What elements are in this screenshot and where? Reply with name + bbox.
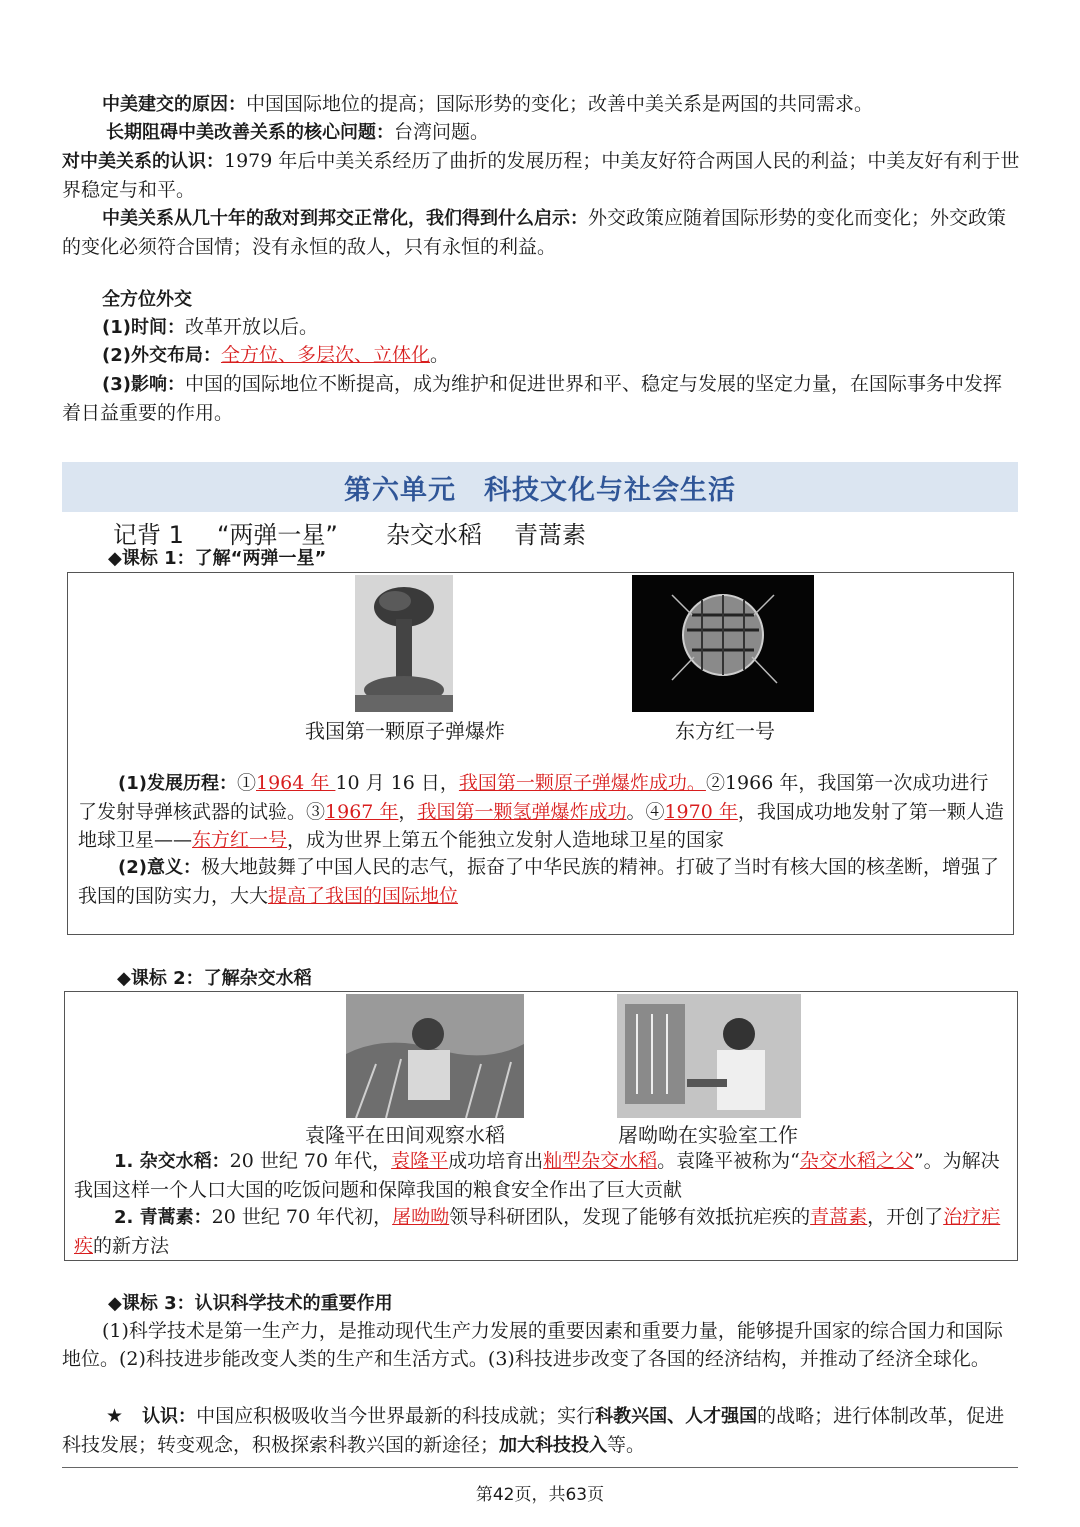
omni-impact: (3)影响：中国的国际地位不断提高，成为维护和促进世界和平、稳定与发展的坚定力量，在国际事务中发挥着日益重要的作用。 [62, 373, 1002, 424]
unit-banner [62, 462, 1018, 512]
memo-item-2: 杂交水稻 [386, 521, 482, 549]
yuan-longping-photo [346, 994, 524, 1118]
star-icon: ★ [106, 1405, 124, 1427]
page-number: 第42页，共63页 [475, 1485, 605, 1505]
kb2-hybrid-rice: 1. 杂交水稻：20 世纪 70 年代，袁隆平成功培育出籼型杂交水稻。袁隆平被称为“杂交水稻之父”。为解决我国这样一个人口大国的吃饭问题和保障我国的粮食安全作出了巨大贡献 [74, 1150, 1000, 1201]
footer-divider [62, 1467, 1018, 1468]
kb1-development: (1)发展历程：①1964 年 10 月 16 日，我国第一颗原子弹爆炸成功。②1966 年，我国第一次成功进行了发射导弹核武器的试验。③1967 年，我国第一颗氢弹爆炸成功。④1970 年，我国成功地发射了第一颗人造地球卫星——东方红一号，成为世界上第五个能独立发射人造地球卫星的国家 [78, 772, 1004, 851]
kb3-heading: ◆课标 3：认识科学技术的重要作用 [108, 1293, 393, 1314]
kb3-view: ★ 认识：中国应积极吸收当今世界最新的科技成就；实行科教兴国、人才强国的战略；进行体制改革，促进科技发展；转变观念，积极探索科教兴国的新途径；加大科技投入等。 [62, 1405, 1005, 1456]
kb1-significance: (2)意义：极大地鼓舞了中国人民的志气，振奋了中华民族的精神。打破了当时有核大国的核垄断，增强了我国的国防实力，大大提高了我国的国际地位 [78, 856, 999, 907]
unit-title: 第六单元 科技文化与社会生活 [344, 474, 736, 506]
kb1-heading: ◆课标 1：了解“两弹一星” [108, 548, 327, 569]
paragraph-lessons: 中美关系从几十年的敌对到邦交正常化，我们得到什么启示：外交政策应随着国际形势的变化而变化；外交政策的变化必须符合国情；没有永恒的敌人，只有永恒的利益。 [62, 207, 1007, 258]
omni-time: (1)时间：改革开放以后。 [102, 316, 318, 338]
dongfanghong-photo [632, 575, 814, 712]
caption-dongfanghong: 东方红一号 [675, 719, 775, 743]
atomic-bomb-photo [355, 575, 453, 712]
caption-yuan-longping: 袁隆平在田间观察水稻 [305, 1123, 505, 1147]
omni-layout: (2)外交布局：全方位、多层次、立体化。 [102, 344, 450, 366]
section-title-omni: 全方位外交 [102, 289, 192, 310]
paragraph-core-issue: 长期阻碍中美改善关系的核心问题：台湾问题。 [106, 121, 490, 143]
caption-tu-youyou: 屠呦呦在实验室工作 [618, 1123, 798, 1147]
kb2-heading: ◆课标 2：了解杂交水稻 [117, 968, 312, 989]
kb3-text: (1)科学技术是第一生产力，是推动现代生产力发展的重要因素和重要力量，能够提升国家的综合国力和国际地位。(2)科技进步能改变人类的生产和生活方式。(3)科技进步改变了各国的经济结构，并推动了经济全球化。 [62, 1320, 1003, 1370]
tu-youyou-photo [617, 994, 801, 1118]
kb2-artemisinin: 2. 青蒿素：20 世纪 70 年代初，屠呦呦领导科研团队，发现了能够有效抵抗疟疾的青蒿素，开创了治疗疟疾的新方法 [74, 1206, 1001, 1257]
memo-item-3: 青蒿素 [514, 521, 586, 549]
paragraph-sino-us-reasons: 中美建交的原因：中国国际地位的提高；国际形势的变化；改善中美关系是两国的共同需求。 [102, 93, 874, 115]
caption-atomic-bomb: 我国第一颗原子弹爆炸 [305, 719, 505, 743]
memo-item-1: “两弹一星” [217, 521, 338, 549]
memo-label: 记背 1 [113, 521, 184, 549]
paragraph-relations-view: 对中美关系的认识：1979 年后中美关系经历了曲折的发展历程；中美友好符合两国人民的利益；中美友好有利于世界稳定与和平。 [62, 150, 1020, 201]
